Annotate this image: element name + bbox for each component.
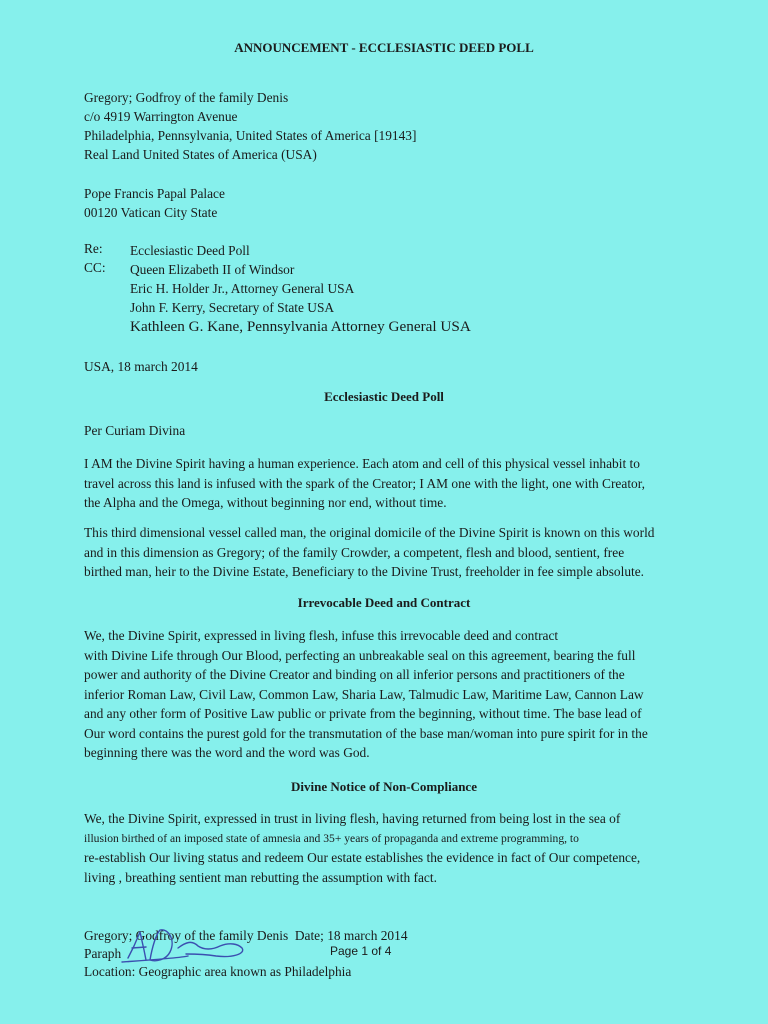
paragraph-line: travel across this land is infused with the spark of the Creator; I AM one with the light, one with Creator, [84, 475, 646, 491]
page-number: Page 1 of 4 [330, 944, 392, 958]
date-line: USA, 18 march 2014 [84, 359, 198, 374]
paragraph-line: power and authority of the Divine Creator and binding on all inferior persons and practitioners of the [84, 667, 625, 682]
paragraph-line: Our word contains the purest gold for the transmutation of the base man/woman into pure spirit for in the [84, 725, 648, 741]
cc-recipient: Eric H. Holder Jr., Attorney General USA [130, 281, 355, 296]
paragraph-line: living , breathing sentient man rebutting the assumption with fact. [84, 869, 437, 885]
paragraph-irrevocable [84, 626, 684, 763]
paragraph-line: with Divine Life through Our Blood, perfecting an unbreakable seal on this agreement, bearing the full [84, 647, 636, 663]
paragraph-vessel [84, 523, 684, 582]
sender-address-3: Real Land United States of America (USA) [84, 147, 317, 162]
sender-address-2: Philadelphia, Pennsylvania, United States of America [19143] [84, 128, 417, 143]
handwritten-signature [120, 920, 260, 970]
paragraph-line: We, the Divine Spirit, expressed in living flesh, infuse this irrevocable deed and contract [84, 628, 559, 643]
paragraph-line: birthed man, heir to the Divine Estate, Beneficiary to the Divine Trust, freeholder in fee simple absolute. [84, 564, 645, 579]
cc-recipient: John F. Kerry, Secretary of State USA [130, 300, 335, 315]
footer-location: Location: Geographic area known as Philadelphia [84, 964, 352, 979]
paragraph-line: and in this dimension as Gregory; of the family Crowder, a competent, flesh and blood, sentient, free [84, 544, 625, 560]
document-title: ANNOUNCEMENT - ECCLESIASTIC DEED POLL [234, 40, 534, 55]
per-curiam-line: Per Curiam Divina [84, 423, 186, 438]
paragraph-line: We, the Divine Spirit, expressed in trust in living flesh, having returned from being lost in the sea of [84, 811, 621, 826]
footer-signature-date: Gregory; Godfroy of the family Denis Date; 18 march 2014 [84, 928, 408, 943]
section-heading-non-compliance: Divine Notice of Non-Compliance [291, 779, 477, 794]
re-label: Re: [84, 241, 103, 256]
paragraph-line: re-establish Our living status and redeem Our estate establishes the evidence in fact of Our competence, [84, 850, 641, 865]
paragraph-non-compliance [84, 809, 684, 887]
cc-recipient: Kathleen G. Kane, Pennsylvania Attorney General USA [130, 318, 471, 335]
paragraph-line: This third dimensional vessel called man, the original domicile of the Divine Spirit is known on this world [84, 525, 655, 540]
sender-name: Gregory; Godfroy of the family Denis [84, 90, 289, 105]
paragraph-line: I AM the Divine Spirit having a human experience. Each atom and cell of this physical vessel inhabit to [84, 456, 640, 471]
recipient-name: Pope Francis Papal Palace [84, 186, 225, 201]
paragraph-line: the Alpha and the Omega, without beginning nor end, without time. [84, 495, 447, 510]
section-heading-irrevocable: Irrevocable Deed and Contract [297, 595, 471, 610]
paragraph-line: illusion birthed of an imposed state of amnesia and 35+ years of propaganda and extreme programming, to [84, 831, 579, 845]
cc-label: CC: [84, 260, 106, 275]
paragraph-line: beginning there was the word and the word was God. [84, 745, 370, 760]
paragraph-line: and any other form of Positive Law public or private from the beginning, without time. The base lead of [84, 706, 642, 721]
paragraph-line: inferior Roman Law, Civil Law, Common Law, Sharia Law, Talmudic Law, Maritime Law, Cannon Law [84, 686, 644, 702]
paragraph-divine-spirit [84, 454, 684, 513]
re-value: Ecclesiastic Deed Poll [130, 243, 250, 258]
section-heading-deed-poll: Ecclesiastic Deed Poll [324, 389, 444, 404]
cc-recipient: Queen Elizabeth II of Windsor [130, 262, 295, 277]
footer-paraph-label: Paraph [84, 946, 122, 961]
sender-address-1: c/o 4919 Warrington Avenue [84, 109, 238, 124]
recipient-address: 00120 Vatican City State [84, 205, 218, 220]
